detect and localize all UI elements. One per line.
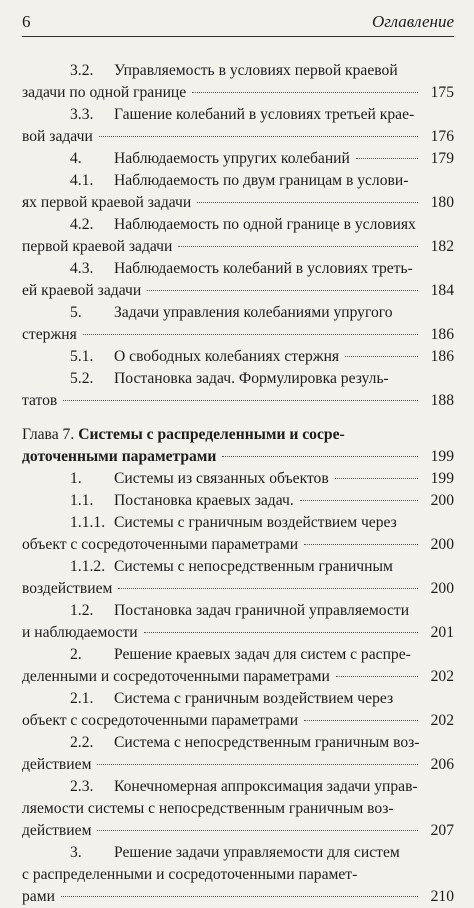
toc-entry-text: воздействием [22,580,113,597]
toc-entry-text: Решение задачи управляемости для систем [114,844,400,861]
page-header [22,10,454,37]
toc-entry-line [22,258,454,280]
toc-entry-line [22,490,454,512]
toc-entry[interactable] [22,512,454,556]
toc-entry-text: Наблюдаемость по двум границам в услови- [114,172,409,189]
toc-entry-line [22,280,454,302]
page-number-ref: 188 [430,392,454,409]
toc-entry[interactable] [22,60,454,104]
toc-entry[interactable] [22,302,454,346]
toc-entry-line [22,776,454,798]
toc-entry-number: 2. [70,646,82,663]
toc-entry-text: доточенными параметрами [22,448,217,465]
toc-entry-text: Наблюдаемость колебаний в условиях треть- [114,260,413,277]
toc-entry[interactable] [22,170,454,214]
toc-entry[interactable] [22,490,454,512]
toc-entry-line [22,622,454,644]
toc-entry[interactable] [22,258,454,302]
toc-entry-text: Постановка задач граничной управляемости [114,602,410,619]
section-gap [22,412,454,424]
toc-entry[interactable] [22,104,454,148]
leader-dots [192,92,418,93]
page-number-ref: 202 [430,668,454,685]
toc-entry-text: ях первой краевой задачи [22,194,192,211]
toc-entry-text: задачи по одной границе [22,84,187,101]
toc-entry-text: Системы с граничным воздействием через [114,514,397,531]
toc-entry-line [22,82,454,104]
leader-dots [97,830,418,831]
toc-entry-text: Постановка задач. Формулировка резуль- [114,370,389,387]
toc-entry-number: 1.1.2. [70,558,106,575]
toc-entry-number: 3. [70,844,82,861]
toc-entry-line [22,214,454,236]
toc-entry-line [22,600,454,622]
page-number-ref: 200 [430,580,454,597]
toc-entry-number: 5.2. [70,370,94,387]
page-number-ref: 176 [430,128,454,145]
toc-entry-line [22,732,454,754]
toc-entry-text: объект с сосредоточенными параметрами [22,536,299,553]
toc-entry-number: 1.1. [70,492,94,509]
toc-entry-text: Задачи управления колебаниями упругого [114,304,393,321]
toc-entry-text: Управляемость в условиях первой краевой [114,62,398,79]
toc-entry-text: с распределенными и сосредоточенными парамет- [22,866,358,883]
toc-entry-text: первой краевой задачи [22,238,173,255]
toc-entry-line [22,368,454,390]
toc-entry-text: Наблюдаемость упругих колебаний [114,150,350,167]
toc-entry-line [22,446,454,468]
toc-entry-line [22,512,454,534]
toc-entry-number: 1. [70,470,82,487]
toc-entry-text: Конечномерная аппроксимация задачи управ- [114,778,418,795]
toc-entry[interactable] [22,776,454,842]
toc-entry-text: Решение краевых задач для систем с распре- [114,646,411,663]
leader-dots [118,588,418,589]
page-number-ref: 175 [430,84,454,101]
toc-entry-text: ляемости системы с непосредственным граничным воз- [22,800,394,817]
chapter-entry[interactable] [22,424,454,468]
toc-entry-text: Постановка краевых задач. [114,492,294,509]
leader-dots [335,478,418,479]
toc-entry[interactable] [22,842,454,908]
toc-entry-line [22,468,454,490]
toc-entry[interactable] [22,368,454,412]
toc-entry-number: 2.3. [70,778,94,795]
toc-entry-text: стержня [22,326,77,343]
toc-entry-text: действием [22,822,92,839]
leader-dots [304,544,418,545]
page-number-ref: 180 [430,194,454,211]
toc-entry-number: 4.1. [70,172,94,189]
toc-entry-line [22,578,454,600]
page-number-ref: 184 [430,282,454,299]
toc-entry-number: 1.2. [70,602,94,619]
toc-entry-text: Системы с распределенными и сосре- [78,426,345,443]
toc-entry-text: Система с непосредственным граничным воз- [114,734,420,751]
toc-entry-line [22,842,454,864]
toc-entry-line [22,534,454,556]
toc-entry-line [22,148,454,170]
leader-dots [222,456,418,457]
toc-entry-number: 5. [70,304,82,321]
toc-entry-text: действием [22,756,92,773]
toc-entry-text: рами [22,888,55,905]
toc-entry-line [22,236,454,258]
page-number-ref: 182 [430,238,454,255]
toc-entry-line [22,754,454,776]
leader-dots [83,334,418,335]
toc-entry-text: ей краевой задачи [22,282,142,299]
page-number-ref: 186 [430,326,454,343]
toc-entry-text: и наблюдаемости [22,624,138,641]
toc-entry-line [22,302,454,324]
toc-entry-number: 5.1. [70,348,94,365]
toc-entry-line [22,424,454,446]
page-number-ref: 207 [430,822,454,839]
toc-entry[interactable] [22,732,454,776]
toc-entry-text: татов [22,392,58,409]
toc-entry-line [22,666,454,688]
leader-dots [144,632,418,633]
running-title: Оглавление [371,12,454,31]
toc-entry-text: деленными и сосредоточенными параметрами [22,668,330,685]
toc-entry-number: 3.2. [70,62,94,79]
toc-entry-number: 1.1.1. [70,514,106,531]
toc-entry[interactable] [22,688,454,732]
leader-dots [63,400,418,401]
page-number-ref: 206 [430,756,454,773]
toc-entry-line [22,688,454,710]
toc-entry-line [22,104,454,126]
toc-entry[interactable] [22,214,454,258]
toc-entry-number: 4. [70,150,82,167]
leader-dots [304,720,418,721]
toc-entry-line [22,324,454,346]
page-number: 6 [22,12,31,31]
toc-entry[interactable] [22,148,454,170]
toc-entry-text: объект с сосредоточенными параметрами [22,712,299,729]
leader-dots [345,356,418,357]
toc-entry[interactable] [22,468,454,490]
leader-dots [147,290,418,291]
leader-dots [197,202,418,203]
page-number-ref: 186 [430,348,454,365]
toc-entry[interactable] [22,346,454,368]
toc-entry[interactable] [22,556,454,600]
toc-entry-line [22,710,454,732]
toc-entry-number: 2.1. [70,690,94,707]
page-number-ref: 200 [430,492,454,509]
page-number-ref: 199 [430,470,454,487]
toc-entry-line [22,60,454,82]
toc-entry[interactable] [22,600,454,644]
toc-entry-text: Наблюдаемость по одной границе в условиях [114,216,416,233]
toc-entry-text: Гашение колебаний в условиях третьей крае- [114,106,415,123]
toc-entry-line [22,864,454,886]
page-number-ref: 199 [430,448,454,465]
toc-entry-line [22,390,454,412]
toc-entry-text: Система с граничным воздействием через [114,690,394,707]
leader-dots [178,246,418,247]
leader-dots [99,136,418,137]
chapter-label: Глава 7. [22,426,75,443]
toc-entry-line [22,556,454,578]
toc-entry-text: вой задачи [22,128,93,145]
page-number-ref: 201 [430,624,454,641]
toc-entry[interactable] [22,644,454,688]
toc-entry-text: Системы из связанных объектов [114,470,329,487]
toc-entry-text: О свободных колебаниях стержня [114,348,340,365]
leader-dots [356,158,418,159]
toc-entry-line [22,346,454,368]
toc-entry-line [22,126,454,148]
leader-dots [300,500,418,501]
toc-entry-line [22,820,454,842]
toc-entry-text: Системы с непосредственным граничным [114,558,393,575]
toc-entry-line [22,170,454,192]
toc-entry-line [22,192,454,214]
toc-entry-line [22,798,454,820]
toc-entry-number: 4.2. [70,216,94,233]
page-number-ref: 200 [430,536,454,553]
page-number-ref: 202 [430,712,454,729]
toc-entry-line [22,886,454,908]
toc-entry-line [22,644,454,666]
page-number-ref: 210 [430,888,454,905]
leader-dots [97,764,418,765]
toc-entry-number: 4.3. [70,260,94,277]
toc-entry-number: 3.3. [70,106,94,123]
toc-entry-number: 2.2. [70,734,94,751]
table-of-contents [22,60,454,908]
leader-dots [336,676,418,677]
page-number-ref: 179 [430,150,454,167]
leader-dots [61,896,418,897]
